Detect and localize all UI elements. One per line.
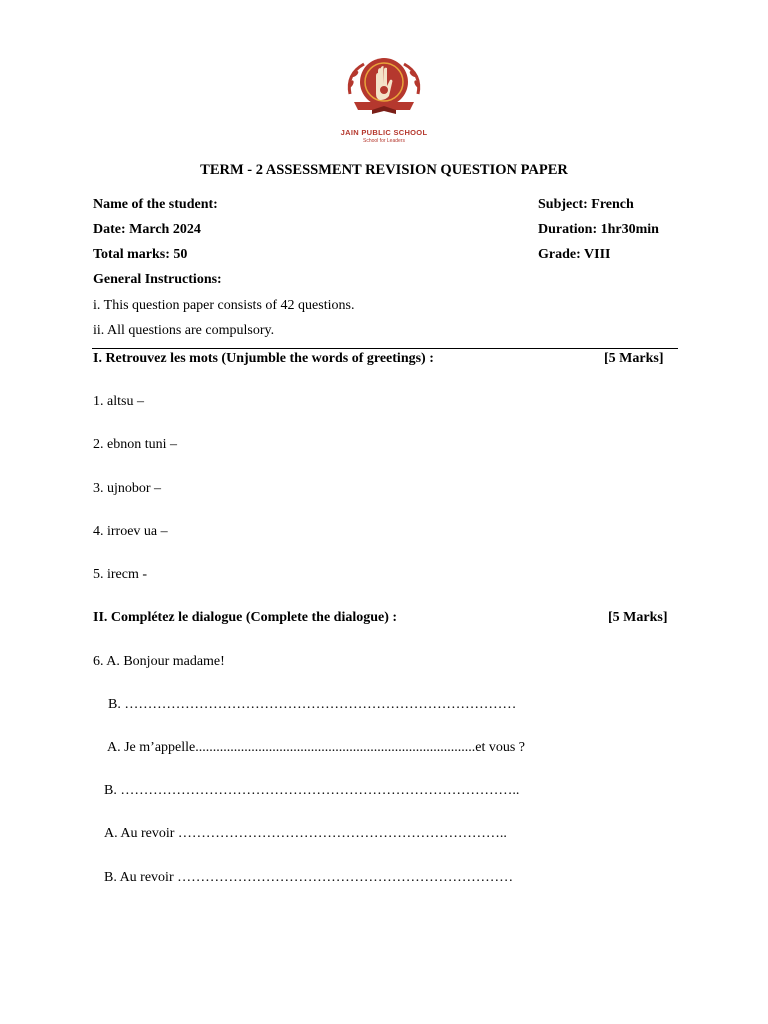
date-label: Date: March 2024 bbox=[93, 222, 201, 237]
dialogue-line: A. Au revoir …………………………………………………………….. bbox=[104, 826, 507, 841]
grade-label: Grade: VIII bbox=[538, 247, 611, 262]
section2-marks: [5 Marks] bbox=[608, 610, 668, 625]
duration-label: Duration: 1hr30min bbox=[538, 222, 659, 237]
section1-marks: [5 Marks] bbox=[604, 351, 664, 366]
subject-label: Subject: French bbox=[538, 197, 634, 212]
school-logo bbox=[334, 54, 434, 146]
dialogue-line: B. ………………………………………………………………………… bbox=[108, 697, 517, 712]
school-tagline: School for Leaders bbox=[363, 138, 405, 144]
page-title: TERM - 2 ASSESSMENT REVISION QUESTION PAPER bbox=[200, 162, 568, 178]
dialogue-line: B. ………………………………………………………………………….. bbox=[104, 783, 520, 798]
section2-heading: II. Complétez le dialogue (Complete the dialogue) : bbox=[93, 610, 398, 625]
question-item: 4. irroev ua – bbox=[93, 524, 168, 539]
section-divider bbox=[92, 348, 678, 349]
question-item: 3. ujnobor – bbox=[93, 481, 162, 496]
section1-heading: I. Retrouvez les mots (Unjumble the words of greetings) : bbox=[93, 351, 434, 366]
instruction-item: i. This question paper consists of 42 questions. bbox=[93, 298, 355, 313]
dialogue-line: 6. A. Bonjour madame! bbox=[93, 654, 225, 669]
dialogue-line: B. Au revoir ……………………………………………………………… bbox=[104, 870, 514, 885]
question-item: 2. ebnon tuni – bbox=[93, 437, 177, 452]
school-name: JAIN PUBLIC SCHOOL bbox=[340, 128, 428, 137]
dialogue-line: A. Je m’appelle................................................................................et vous ? bbox=[107, 740, 526, 755]
instruction-item: ii. All questions are compulsory. bbox=[93, 323, 275, 338]
student-name-label: Name of the student: bbox=[93, 197, 218, 212]
question-item: 1. altsu – bbox=[93, 394, 144, 409]
total-marks-label: Total marks: 50 bbox=[93, 247, 188, 262]
instructions-heading: General Instructions: bbox=[93, 272, 222, 287]
question-item: 5. irecm - bbox=[93, 567, 148, 582]
